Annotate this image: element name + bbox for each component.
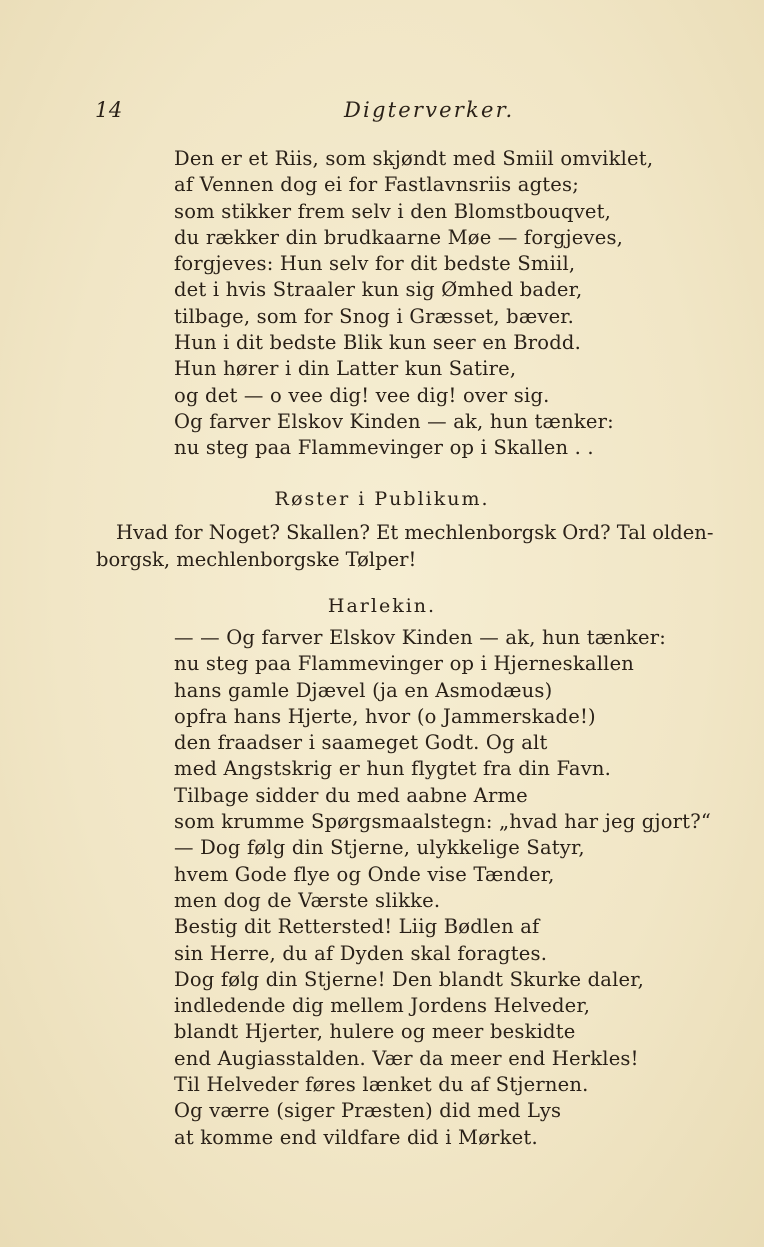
verse-line: hvem Gode flye og Onde vise Tænder, [174,862,555,886]
voices-heading: Røster i Publikum. [274,488,490,510]
verse-line: som krumme Spørgsmaalstegn: „hvad har jeg gjort?“ [174,810,712,834]
verse-line: — — Og farver Elskov Kinden — ak, hun tænker: [174,626,667,649]
verse-stanza-2 [174,625,744,1151]
page-header [0,98,764,128]
verse-line: Hun i dit bedste Blik kun seer en Brodd. [174,331,582,355]
verse-line: Den er et Riis, som skjøndt med Smiil omviklet, [174,147,654,170]
verse-line: end Augiasstalden. Vær da meer end Herkles! [174,1046,639,1070]
verse-line: det i hvis Straaler kun sig Ømhed bader, [174,278,583,302]
verse-line: Og farver Elskov Kinden — ak, hun tænker: [174,409,614,433]
verse-line: Hun hører i din Latter kun Satire, [174,357,517,381]
verse-line: indledende dig mellem Jordens Helveder, [174,994,591,1018]
verse-line: af Vennen dog ei for Fastlavnsriis agtes; [174,173,580,197]
voices-text [96,519,741,573]
prose-line: borgsk, mechlenborgske Tølper! [96,548,417,571]
verse-line: du rækker din brudkaarne Møe — forgjeves, [174,225,624,249]
verse-line: som stikker frem selv i den Blomstbouqvet, [174,199,612,223]
verse-line: — Dog følg din Stjerne, ulykkelige Satyr, [174,836,585,860]
verse-line: hans gamle Djævel (ja en Asmodæus) [174,678,553,702]
verse-line: blandt Hjerter, hulere og meer beskidte [174,1020,576,1044]
verse-line: Bestig dit Rettersted! Liig Bødlen af [174,915,540,939]
verse-line: Tilbage sidder du med aabne Arme [174,783,528,807]
verse-line: Og værre (siger Præsten) did med Lys [174,1099,562,1123]
verse-line: tilbage, som for Snog i Græsset, bæver. [174,304,575,328]
verse-line: Til Helveder føres lænket du af Stjernen. [174,1073,589,1097]
harlekin-heading: Harlekin. [327,595,437,617]
verse-line: nu steg paa Flammevinger op i Skallen . . [174,436,594,460]
verse-line: opfra hans Hjerte, hvor (o Jammerskade!) [174,704,596,728]
verse-line: Dog følg din Stjerne! Den blandt Skurke daler, [174,967,645,991]
verse-line: at komme end vildfare did i Mørket. [174,1125,538,1149]
page-number: 14 [95,98,123,122]
verse-line: sin Herre, du af Dyden skal foragtes. [174,941,548,965]
verse-line: men dog de Værste slikke. [174,888,441,912]
running-title: Digterverker. [344,98,515,122]
prose-line: Hvad for Noget? Skallen? Et mechlenborgsk Ord? Tal olden- [116,521,714,544]
verse-stanza-1 [174,146,744,462]
verse-line: nu steg paa Flammevinger op i Hjerneskallen [174,652,635,676]
verse-line: og det — o vee dig! vee dig! over sig. [174,383,550,407]
verse-line: forgjeves: Hun selv for dit bedste Smiil, [174,252,576,276]
verse-line: med Angstskrig er hun flygtet fra din Favn. [174,757,612,781]
verse-line: den fraadser i saameget Godt. Og alt [174,731,548,755]
